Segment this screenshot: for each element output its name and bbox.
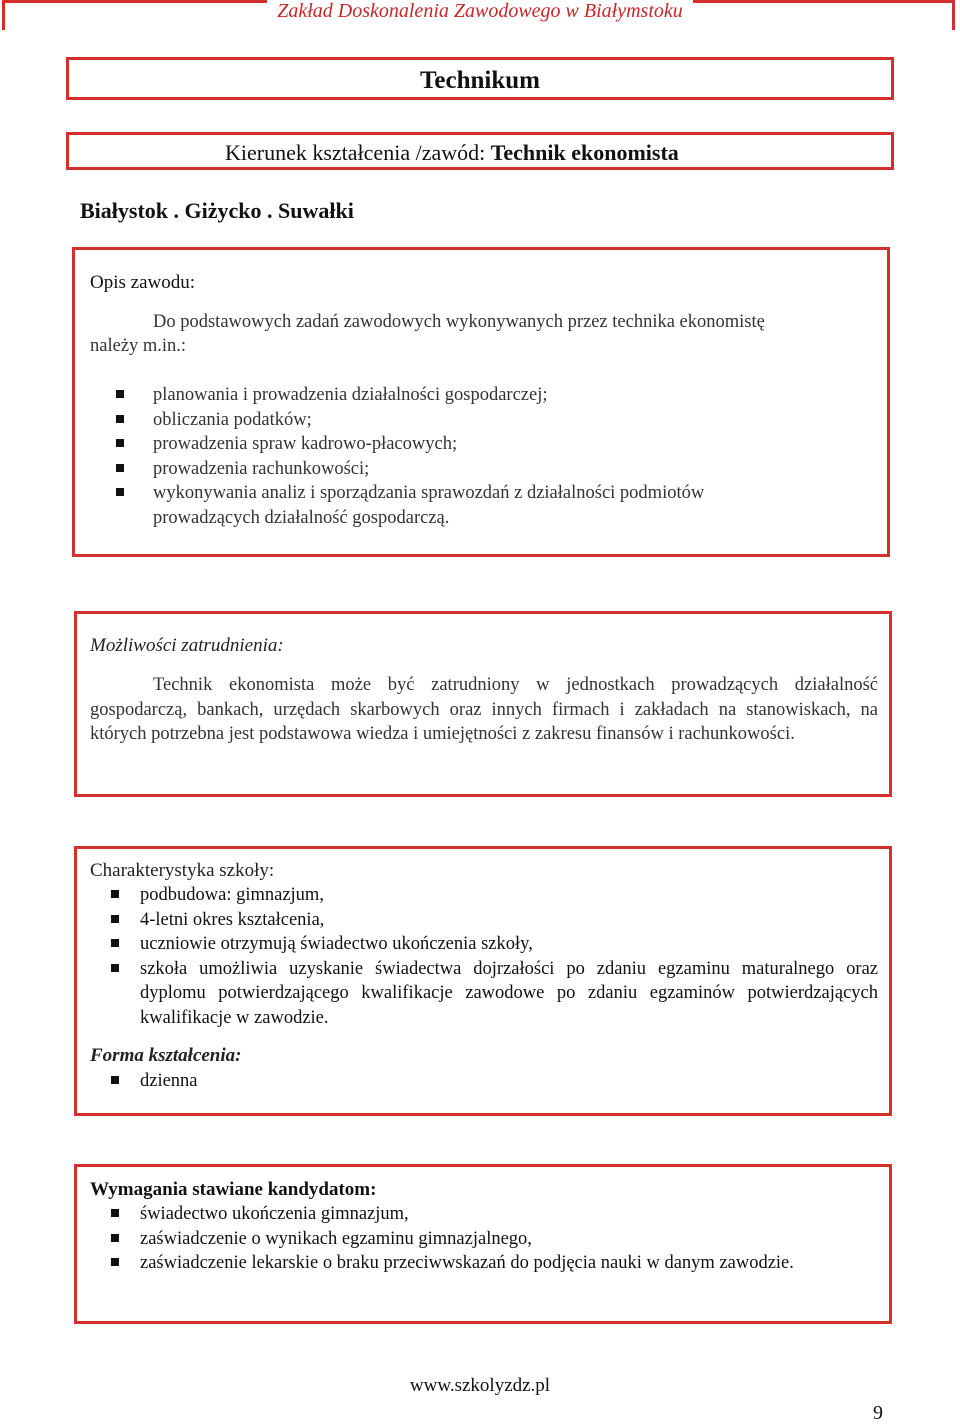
title-box bbox=[66, 57, 894, 100]
square-bullet-icon bbox=[111, 915, 119, 923]
section-mozliwosci-zatrudnienia bbox=[74, 611, 892, 797]
list-item: świadectwo ukończenia gimnazjum, bbox=[140, 1202, 840, 1227]
cities-line: Białystok . Giżycko . Suwałki bbox=[80, 198, 354, 223]
square-bullet-icon bbox=[116, 439, 124, 447]
square-bullet-icon bbox=[111, 1258, 119, 1266]
list-item: prowadzenia rachunkowości; bbox=[153, 457, 803, 482]
direction-value: Technik ekonomista bbox=[490, 140, 679, 165]
wymagania-list bbox=[140, 1202, 840, 1276]
opis-intro-line1: Do podstawowych zadań zawodowych wykonywanych przez technika ekonomistę bbox=[153, 312, 765, 332]
list-item: 4-letni okres kształcenia, bbox=[140, 908, 878, 933]
mozliwosci-heading: Możliwości zatrudnienia: bbox=[90, 635, 284, 656]
square-bullet-icon bbox=[111, 939, 119, 947]
list-item: obliczania podatków; bbox=[153, 408, 803, 433]
list-item: zaświadczenie lekarskie o braku przeciwwskazań do podjęcia nauki w danym zawodzie. bbox=[140, 1251, 840, 1276]
opis-intro-line2: należy m.in.: bbox=[90, 336, 187, 356]
page-number: 9 bbox=[873, 1402, 883, 1424]
list-item: wykonywania analiz i sporządzania sprawozdań z działalności podmiotów prowadzących działalność gospodarczą. bbox=[153, 481, 803, 530]
square-bullet-icon bbox=[111, 1076, 119, 1084]
list-item: prowadzenia spraw kadrowo-płacowych; bbox=[153, 432, 803, 457]
footer-url: www.szkolyzdz.pl bbox=[409, 1375, 551, 1396]
opis-heading: Opis zawodu: bbox=[90, 272, 196, 293]
list-item: szkoła umożliwia uzyskanie świadectwa dojrzałości po zdaniu egzaminu maturalnego oraz dyplomu potwierdzającego kwalifikacje zawodowe po zdaniu egzaminów potwierdzających kwalifikacje w zawodzie. bbox=[140, 957, 878, 1031]
charakterystyka-heading: Charakterystyka szkoły: bbox=[90, 860, 275, 881]
mozliwosci-text: Technik ekonomista może być zatrudniony w jednostkach prowadzących działalność gospodarczą, bankach, urzędach skarbowych oraz innych firmach i zakładach na stanowiskach, na których potrzebna jest podstawowa wiedza i umiejętności z zakresu finansów i rachunkowości. bbox=[90, 675, 878, 744]
square-bullet-icon bbox=[116, 415, 124, 423]
square-bullet-icon bbox=[111, 964, 119, 972]
opis-list bbox=[153, 383, 803, 530]
section-charakterystyka bbox=[74, 846, 892, 1116]
list-item: dzienna bbox=[140, 1069, 878, 1094]
direction-label: Kierunek kształcenia /zawód: bbox=[225, 140, 486, 165]
section-opis-zawodu bbox=[72, 247, 890, 557]
charakterystyka-list bbox=[140, 883, 878, 1030]
square-bullet-icon bbox=[116, 464, 124, 472]
forma-list bbox=[140, 1069, 878, 1094]
square-bullet-icon bbox=[116, 488, 124, 496]
square-bullet-icon bbox=[111, 1209, 119, 1217]
square-bullet-icon bbox=[111, 890, 119, 898]
page-title: Technikum bbox=[420, 67, 540, 94]
direction-box bbox=[66, 132, 894, 170]
list-item: zaświadczenie o wynikach egzaminu gimnazjalnego, bbox=[140, 1227, 840, 1252]
square-bullet-icon bbox=[111, 1234, 119, 1242]
wymagania-heading: Wymagania stawiane kandydatom: bbox=[90, 1179, 377, 1200]
list-item: podbudowa: gimnazjum, bbox=[140, 883, 878, 908]
list-item: uczniowie otrzymują świadectwo ukończenia szkoły, bbox=[140, 932, 878, 957]
section-wymagania bbox=[74, 1164, 892, 1324]
square-bullet-icon bbox=[116, 390, 124, 398]
forma-heading: Forma kształcenia: bbox=[90, 1045, 242, 1066]
header-institution: Zakład Doskonalenia Zawodowego w Białymstoku bbox=[0, 0, 960, 22]
list-item: planowania i prowadzenia działalności gospodarczej; bbox=[153, 383, 803, 408]
